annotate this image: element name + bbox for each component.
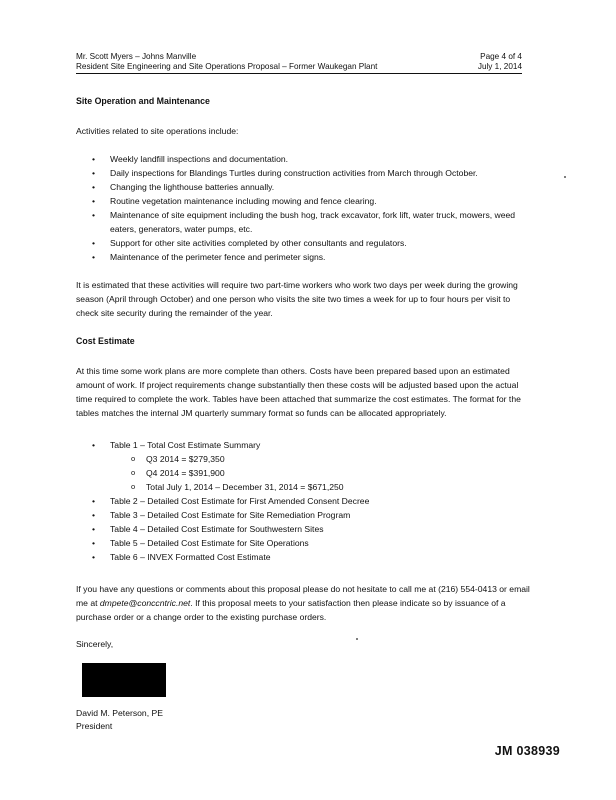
list-item: • Daily inspections for Blandings Turtles during construction activities from March through October.	[76, 166, 534, 180]
list-item: • Maintenance of site equipment including the bush hog, track excavator, fork lift, water truck, mowers, weed eaters, generators, water pumps, etc.	[76, 208, 534, 236]
table-1-sublist	[110, 452, 534, 494]
staffing-estimate-paragraph: It is estimated that these activities will require two part-time workers who work two days per week during the growing season (April through October) and one person who visits the site two times a week for up to four hours per visit to check site security during the remainder of the year.	[76, 280, 518, 318]
sub-list-item: o Q3 2014 = $279,350	[110, 452, 534, 466]
list-item: • Table 6 – INVEX Formatted Cost Estimate	[76, 550, 534, 564]
signer-title: President	[76, 721, 113, 731]
cost-tables-list	[76, 438, 534, 564]
page-header-line-2	[76, 62, 522, 74]
list-item: • Support for other site activities completed by other consultants and regulators.	[76, 236, 534, 250]
page-header-line-1	[76, 52, 522, 62]
list-item: • Table 3 – Detailed Cost Estimate for Site Remediation Program	[76, 508, 534, 522]
header-date: July 1, 2014	[477, 62, 522, 71]
signer-name: David M. Peterson, PE	[76, 708, 163, 718]
letter-body	[76, 94, 534, 733]
scan-speck	[356, 638, 358, 640]
cost-estimate-paragraph: At this time some work plans are more complete than others. Costs have been prepared based upon an estimated amount of work. If project requirements change substantially then these costs will be adjusted based upon the actual time required to complete the work. Tables have been attached that summarize the cost estimates. The format for the tables matches the internal JM quarterly summary format so funds can be allocated appropriately.	[76, 366, 521, 418]
cost-estimate-heading: Cost Estimate	[76, 336, 135, 346]
table-1-label: Table 1 – Total Cost Estimate Summary	[110, 440, 261, 450]
redacted-signature	[82, 663, 166, 697]
list-item: • Changing the lighthouse batteries annually.	[76, 180, 534, 194]
list-item: • Table 2 – Detailed Cost Estimate for First Amended Consent Decree	[76, 494, 534, 508]
list-item	[76, 438, 534, 494]
site-operations-list	[76, 152, 534, 264]
signature-block	[76, 638, 534, 733]
sub-list-item: o Q4 2014 = $391,900	[110, 466, 534, 480]
list-item: • Weekly landfill inspections and documentation.	[76, 152, 534, 166]
sub-list-item: o Total July 1, 2014 – December 31, 2014 = $671,250	[110, 480, 534, 494]
list-item: • Maintenance of the perimeter fence and perimeter signs.	[76, 250, 534, 264]
site-operations-heading: Site Operation and Maintenance	[76, 96, 210, 106]
header-subject: Resident Site Engineering and Site Operations Proposal – Former Waukegan Plant	[76, 62, 378, 71]
header-recipient: Mr. Scott Myers – Johns Manville	[76, 52, 197, 61]
header-page-number: Page 4 of 4	[480, 52, 522, 61]
closing-paragraph: If you have any questions or comments about this proposal please do not hesitate to call me at (216) 554-0413 or email me at dmpete@conccntric.net. If this proposal meets to your satisfaction then please indicate so by issuance of a purchase order or a change order to the existing purchase orders.	[76, 584, 530, 622]
scan-speck	[564, 176, 566, 178]
salutation: Sincerely,	[76, 639, 114, 649]
bates-number: JM 038939	[494, 744, 560, 758]
site-operations-intro: Activities related to site operations include:	[76, 126, 239, 136]
email-address: dmpete@conccntric.net	[99, 598, 191, 608]
list-item: • Routine vegetation maintenance including mowing and fence clearing.	[76, 194, 534, 208]
list-item: • Table 4 – Detailed Cost Estimate for Southwestern Sites	[76, 522, 534, 536]
list-item: • Table 5 – Detailed Cost Estimate for Site Operations	[76, 536, 534, 550]
